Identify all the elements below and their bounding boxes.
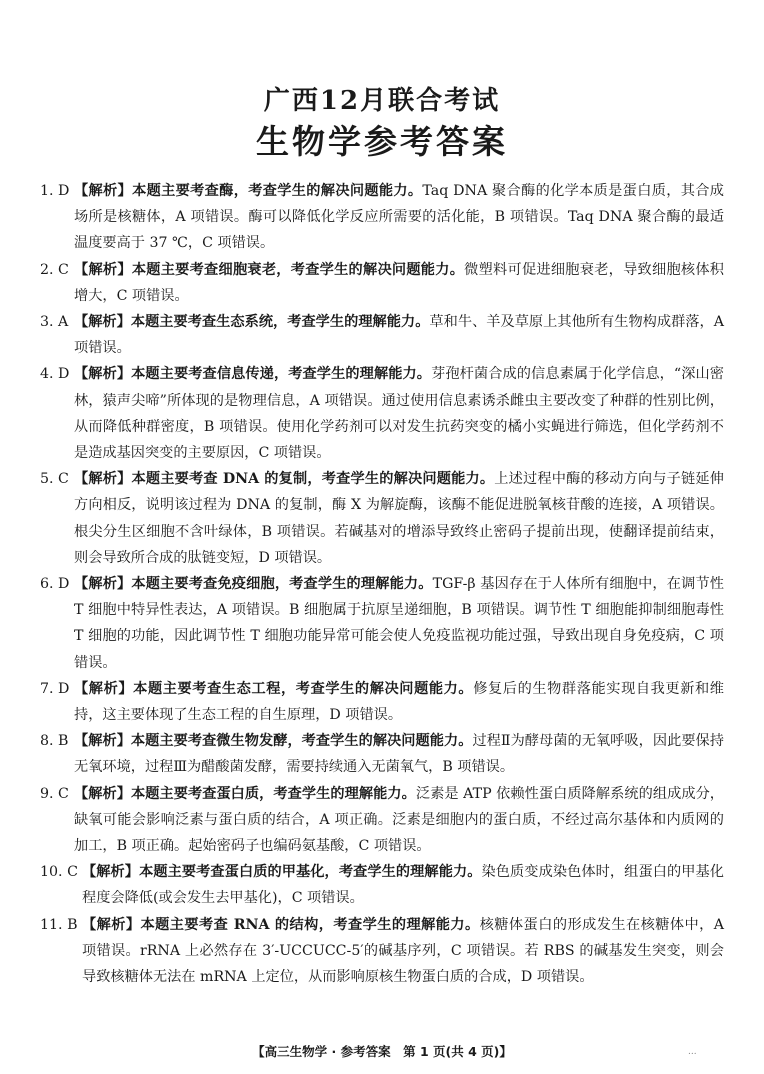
- answer-list: [40, 178, 724, 990]
- answer-item-6: [40, 571, 724, 676]
- analysis-tag: 【解析】: [82, 864, 140, 881]
- answer-topic: 本题主要考查蛋白质的甲基化，考查学生的理解能力。: [139, 864, 482, 881]
- answer-number: 10. C: [40, 864, 78, 881]
- answer-number: 8. B: [40, 733, 69, 750]
- analysis-tag: 【解析】: [74, 680, 134, 697]
- answer-explanation: 核糖体蛋白的形成发生在核糖体中，A 项错误。rRNA 上必然存在 3′-UCCUCC-5′的碱基序列，C 项错误。若 RBS 的碱基发生突变，则会导致核糖体无法在 mRNA 上定位，从而影响原核生物蛋白质的合成，D 项错误。: [82, 916, 724, 986]
- answer-topic: 本题主要考查生态工程，考查学生的解决问题能力。: [133, 680, 474, 697]
- answer-item-9: [40, 781, 724, 860]
- answer-item-2: [40, 257, 724, 309]
- answer-item-5: [40, 466, 724, 571]
- analysis-tag: 【解析】: [74, 733, 131, 750]
- answer-explanation: 微塑料可促进细胞衰老，导致细胞核体积增大，C 项错误。: [74, 261, 724, 304]
- answer-explanation: 泛素是 ATP 依赖性蛋白质降解系统的组成成分，缺氧可能会影响泛素与蛋白质的结合，A 项正确。泛素是细胞内的蛋白质，不经过高尔基体和内质网的加工，B 项正确。起始密码子也编码氨基酸，C 项错误。: [74, 785, 724, 855]
- answer-explanation: Taq DNA 聚合酶的化学本质是蛋白质，其合成场所是核糖体，A 项错误。酶可以降低化学反应所需要的活化能，B 项错误。Taq DNA 聚合酶的最适温度要高于 37 ℃，C 项错误。: [74, 183, 724, 252]
- analysis-tag: 【解析】: [82, 916, 141, 933]
- analysis-tag: 【解析】: [74, 785, 131, 802]
- answer-number: 11. B: [40, 916, 78, 933]
- answer-topic: 本题主要考查酶，考查学生的解决问题能力。: [132, 183, 423, 199]
- answer-item-11: [40, 912, 724, 991]
- answer-topic: 本题主要考查信息传递，考查学生的理解能力。: [131, 366, 432, 383]
- answer-explanation: 草和牛、羊及草原上其他所有生物构成群落，A 项错误。: [74, 314, 724, 357]
- answer-topic: 本题主要考查 DNA 的复制，考查学生的解决问题能力。: [131, 471, 495, 488]
- answer-item-3: [40, 309, 724, 361]
- answer-number: 7. D: [40, 680, 70, 697]
- answer-number: 9. C: [40, 785, 69, 802]
- answer-number: 6. D: [40, 576, 70, 593]
- answer-number: 2. C: [40, 261, 69, 278]
- answer-explanation: 过程Ⅱ为酵母菌的无氧呼吸，因此要保持无氧环境，过程Ⅲ为醋酸菌发酵，需要持续通入无菌氧气，B 项错误。: [74, 733, 724, 776]
- answer-item-4: [40, 361, 724, 466]
- analysis-tag: 【解析】: [74, 314, 131, 331]
- answer-item-8: [40, 728, 724, 780]
- answer-topic: 本题主要考查细胞衰老，考查学生的解决问题能力。: [131, 261, 465, 278]
- corner-mark: ...: [688, 1047, 697, 1057]
- answer-item-7: [40, 676, 724, 728]
- exam-title: 广西12月联合考试: [263, 86, 501, 116]
- answer-explanation: TGF-β 基因存在于人体所有细胞中，在调节性 T 细胞中特异性表达，A 项错误。B 细胞属于抗原呈递细胞，B 项错误。调节性 T 细胞能抑制细胞毒性 T 细胞的功能，因此调节性 T 细胞功能异常可能会使人免疫监视功能过强，导致出现自身免疫病，C 项错误。: [74, 576, 724, 671]
- analysis-tag: 【解析】: [74, 366, 132, 383]
- answer-explanation: 修复后的生物群落能实现自我更新和维持，这主要体现了生态工程的自生原理，D 项错误。: [74, 680, 724, 724]
- answer-number: 1. D: [40, 183, 70, 199]
- page-footer: 【高三生物学 · 参考答案 第 1 页(共 4 页)】: [252, 1044, 512, 1059]
- answer-number: 4. D: [40, 366, 70, 383]
- answer-topic: 本题主要考查生态系统，考查学生的理解能力。: [130, 314, 430, 331]
- answer-topic: 本题主要考查蛋白质，考查学生的理解能力。: [130, 785, 416, 802]
- analysis-tag: 【解析】: [74, 183, 133, 199]
- answer-topic: 本题主要考查免疫细胞，考查学生的理解能力。: [131, 576, 433, 593]
- answer-explanation: 上述过程中酶的移动方向与子链延伸方向相反，说明该过程为 DNA 的复制，酶 X 为解旋酶，该酶不能促进脱氧核苷酸的连接，A 项错误。根尖分生区细胞不含叶绿体，B 项错误。若碱基对的增添导致终止密码子提前出现，使翻译提前结束，则会导致所合成的肽链变短，D 项错误。: [74, 471, 724, 566]
- analysis-tag: 【解析】: [74, 261, 132, 278]
- answer-topic: 本题主要考查微生物发酵，考查学生的解决问题能力。: [130, 733, 473, 750]
- answer-explanation: 芽孢杆菌合成的信息素属于化学信息，“深山密林，猿声尖啼”所体现的是物理信息，A 项错误。通过使用信息素诱杀雌虫主要改变了种群的性别比例，从而降低种群密度，B 项错误。使用化学药剂可以对发生抗药突变的橘小实蝇进行筛选，但化学药剂不是造成基因突变的主要原因，C 项错误。: [74, 366, 724, 462]
- document-title: 生物学参考答案: [256, 122, 508, 161]
- answer-topic: 本题主要考查 RNA 的结构，考查学生的理解能力。: [140, 916, 480, 933]
- analysis-tag: 【解析】: [74, 576, 132, 593]
- answer-number: 3. A: [40, 314, 69, 331]
- analysis-tag: 【解析】: [74, 471, 132, 488]
- answer-number: 5. C: [40, 471, 69, 488]
- answer-item-1: [40, 178, 724, 257]
- answer-explanation: 染色质变成染色体时，组蛋白的甲基化程度会降低(或会发生去甲基化)，C 项错误。: [82, 864, 724, 907]
- answer-item-10: [40, 859, 724, 911]
